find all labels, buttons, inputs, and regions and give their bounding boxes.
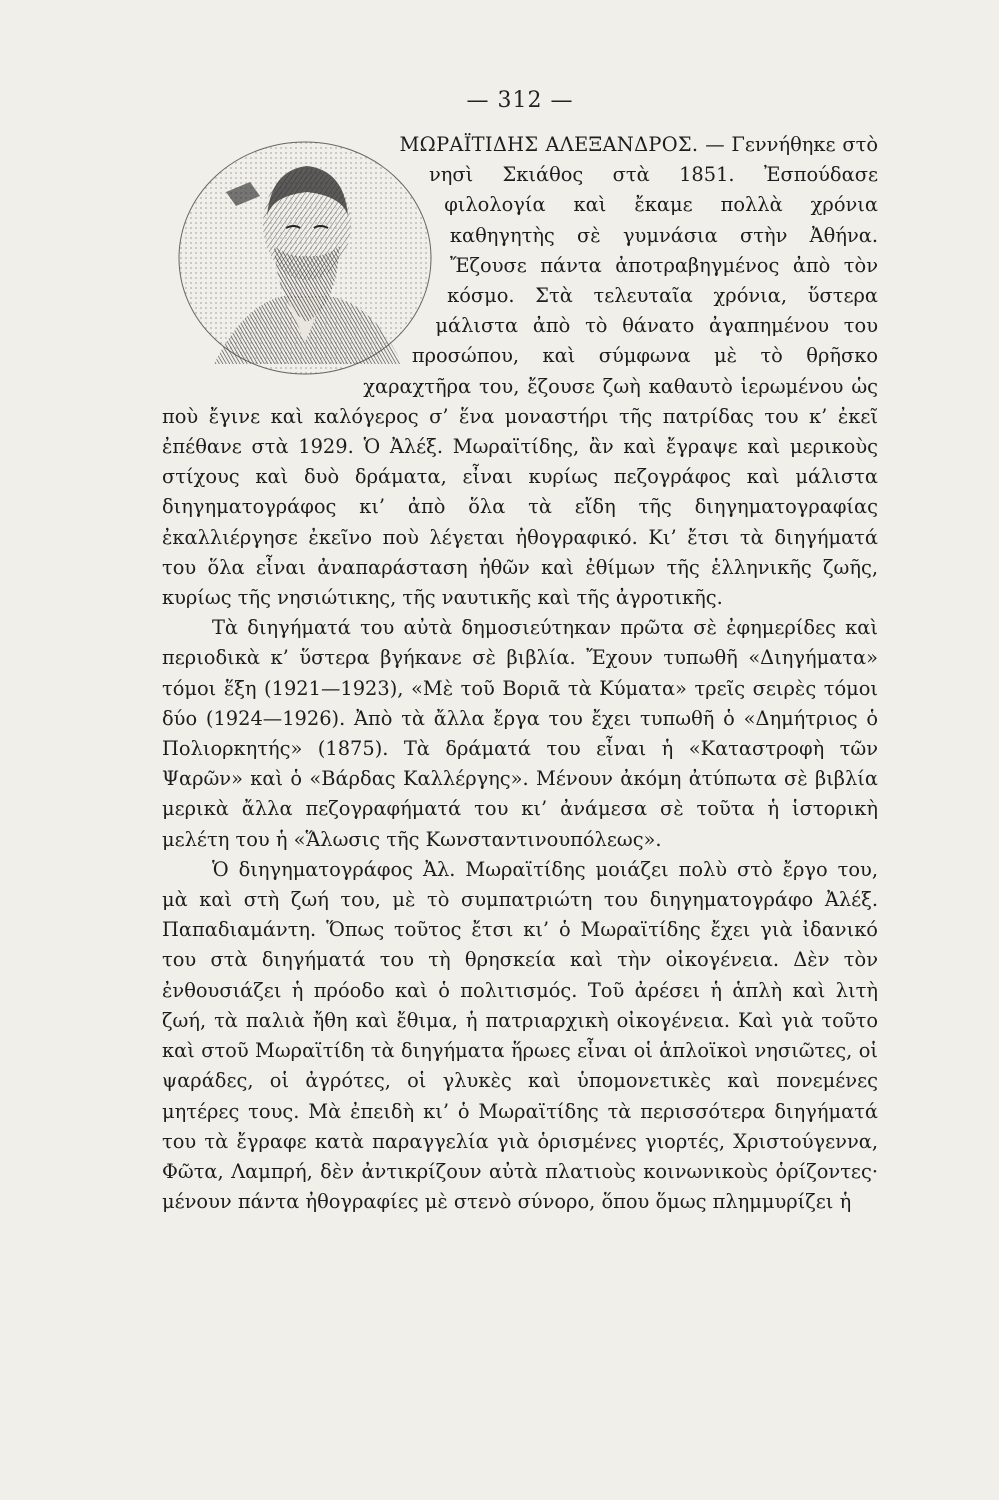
page-number: — 312 — [466,88,574,113]
biography-entry [162,130,878,1217]
paragraph-text: — Γεννήθηκε στὸ νησὶ Σκιάθος στὰ 1851. Ἐσπούδασε φιλολογία καὶ ἔκαμε πολλὰ χρόνια καθηγητὴς σὲ γυμνάσια στὴν Ἀθήνα. Ἔζουσε πάντα ἀποτραβηγμένος ἀπὸ τὸν κόσμο. Στὰ τελευταῖα χρόνια, ὕστερα μάλιστα ἀπὸ τὸ θάνατο ἀγαπημένου του προσώπου, καὶ σύμφωνα μὲ τὸ θρῆσκο χαραχτῆρα του, ἔζουσε ζωὴ καθαυτὸ ἱερωμένου ὡς ποὺ ἔγινε καὶ καλόγερος σ’ ἕνα μοναστήρι τῆς πατρίδας του κ’ ἐκεῖ ἐπέθανε στὰ 1929. Ὁ Ἀλέξ. Μωραϊτίδης, ἂν καὶ ἔγραψε καὶ μερικοὺς στίχους καὶ δυὸ δράματα, εἶναι κυρίως πεζογράφος καὶ μάλιστα διηγηματογράφος κι’ ἀπὸ ὅλα τὰ εἴδη τῆς διηγηματογραφίας ἐκαλλιέργησε ἐκεῖνο ποὺ λέγεται ἠθογραφικό. Κι’ ἔτσι τὰ διηγήματά του ὅλα εἶναι ἀναπαράσταση ἠθῶν καὶ ἐθίμων τῆς ἑλληνικῆς ζωῆς, κυρίως τῆς νησιώτικης, τῆς ναυτικῆς καὶ τῆς ἀγροτικῆς. [162,133,878,610]
paragraph-works: Τὰ διηγήματά του αὐτὰ δημοσιεύτηκαν πρῶτα σὲ ἐφημερίδες καὶ περιοδικὰ κ’ ὕστερα βγήκανε σὲ βιβλία. Ἔχουν τυπωθῆ «Διηγήματα» τόμοι ἕξη (1921—1923), «Μὲ τοῦ Βοριᾶ τὰ Κύματα» τρεῖς σειρὲς τόμοι δύο (1924—1926). Ἀπὸ τὰ ἄλλα ἔργα του ἔχει τυπωθῆ ὁ «Δημήτριος ὁ Πολιορκητής» (1875). Τὰ δράματά του εἶναι ἡ «Καταστροφὴ τῶν Ψαρῶν» καὶ ὁ «Βάρδας Καλλέργης». Μένουν ἀκόμη ἀτύπωτα σὲ βιβλία μερικὰ ἄλλα πεζογραφήματά του κι’ ἀνάμεσα σὲ τοῦτα ἡ ἱστορικὴ μελέτη του ἡ «Ἅλωσις τῆς Κωνσταντινουπόλεως». [162,616,878,851]
entry-heading: ΜΩΡΑΪΤΙΔΗΣ ΑΛΕΞΑΝΔΡΟΣ. [399,133,699,156]
paragraph-comparison: Ὁ διηγηματογράφος Ἀλ. Μωραϊτίδης μοιάζει πολὺ στὸ ἔργο του, μὰ καὶ στὴ ζωή του, μὲ τὸ συμπατριώτη του διηγηματογράφο Ἀλέξ. Παπαδιαμάντη. Ὅπως τοῦτος ἔτσι κι’ ὁ Μωραϊτίδης ἔχει γιὰ ἰδανικό του στὰ διηγήματά του τὴ θρησκεία καὶ τὴν οἰκογένεια. Δὲν τὸν ἐνθουσιάζει ἡ πρόοδο καὶ ὁ πολιτισμός. Τοῦ ἀρέσει ἡ ἁπλὴ καὶ λιτὴ ζωή, τὰ παλιὰ ἤθη καὶ ἔθιμα, ἡ πατριαρχικὴ οἰκογένεια. Καὶ γιὰ τοῦτο καὶ στοῦ Μωραϊτίδη τὰ διηγήματα ἥρωες εἶναι οἱ ἁπλοϊκοὶ νησιῶτες, οἱ ψαράδες, οἱ ἀγρότες, οἱ γλυκὲς καὶ ὑπομονετικὲς καὶ πονεμένες μητέρες τους. Μὰ ἐπειδὴ κι’ ὁ Μωραϊτίδης τὰ περισσότερα διηγήματά του τὰ ἔγραφε κατὰ παραγγελία γιὰ ὁρισμένες γιορτές, Χριστούγεννα, Φῶτα, Λαμπρή, δὲν ἀντικρίζουν αὐτὰ πλατιοὺς κοινωνικοὺς ὁρίζοντες· μένουν πάντα ἠθογραφίες μὲ στενὸ σύνορο, ὅπου ὅμως πλημμυρίζει ἡ [162,857,878,1214]
author-portrait [174,136,436,380]
portrait-engraving-icon [174,136,436,380]
